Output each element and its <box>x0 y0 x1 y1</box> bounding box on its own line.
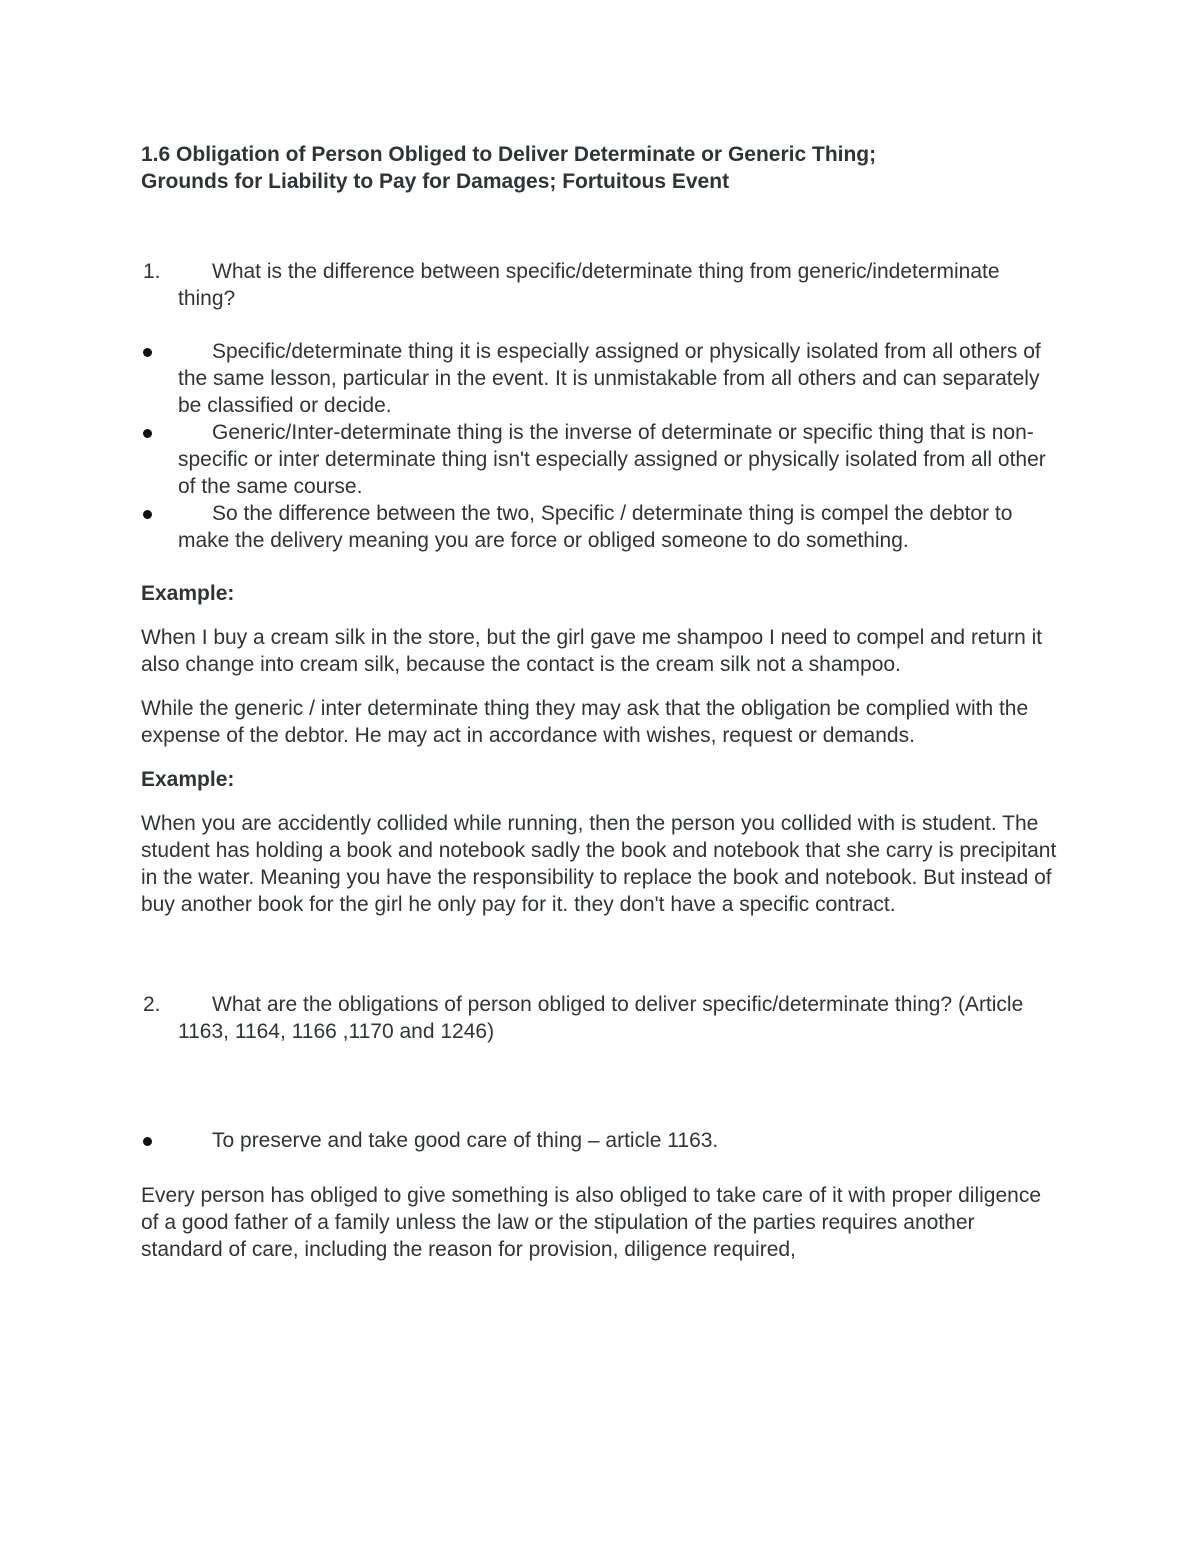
bullet-item <box>141 338 1061 419</box>
question-2-number: 2. <box>143 993 161 1016</box>
question-1-text: What is the difference between specific/determinate thing from generic/indeterminate thing? <box>178 260 1000 310</box>
bullet-dot-icon <box>143 348 152 357</box>
bullet-text: Specific/determinate thing it is especially assigned or physically isolated from all others of the same lesson, particular in the event. It is unmistakable from all others and can separately be classified or decide. <box>178 340 1041 417</box>
answer-2-bullet <box>141 1127 1061 1154</box>
bullet-text: Generic/Inter-determinate thing is the inverse of determinate or specific thing that is non-specific or inter determinate thing isn't especially assigned or physically isolated from all other of the same course. <box>178 421 1046 498</box>
example-label-2: Example: <box>141 768 235 791</box>
title-line-1: 1.6 Obligation of Person Obliged to Deliver Determinate or Generic Thing; <box>141 143 877 166</box>
bullet-text: So the difference between the two, Specific / determinate thing is compel the debtor to make the delivery meaning you are force or obliged someone to do something. <box>178 502 1013 552</box>
bullet-dot-icon <box>143 429 152 438</box>
example-2-paragraph: When you are accidently collided while running, then the person you collided with is student. The student has holding a book and notebook sadly the book and notebook that she carry is precipitant in the water. Meaning you have the responsibility to replace the book and notebook. But instead of buy another book for the girl he only pay for it. they don't have a specific contract. <box>141 812 1057 916</box>
bullet-item <box>141 419 1061 500</box>
bullet-item <box>141 500 1061 554</box>
document-page <box>141 141 1061 1263</box>
bullet-text: To preserve and take good care of thing – article 1163. <box>212 1129 719 1152</box>
question-2 <box>141 991 1061 1045</box>
generic-thing-paragraph: While the generic / inter determinate thing they may ask that the obligation be complied with the expense of the debtor. He may act in accordance with wishes, request or demands. <box>141 697 1029 747</box>
question-1-number: 1. <box>143 260 161 283</box>
example-1-paragraph: When I buy a cream silk in the store, but the girl gave me shampoo I need to compel and return it also change into cream silk, because the contact is the cream silk not a shampoo. <box>141 626 1043 676</box>
answer-1-bullet-list <box>141 338 1061 554</box>
document-title <box>141 141 1061 195</box>
question-2-text: What are the obligations of person obliged to deliver specific/determinate thing? (Article 1163, 1164, 1166 ,1170 and 1246) <box>178 993 1024 1043</box>
title-line-2: Grounds for Liability to Pay for Damages; Fortuitous Event <box>141 170 730 193</box>
bullet-dot-icon <box>143 510 152 519</box>
example-label-1: Example: <box>141 582 235 605</box>
bullet-dot-icon <box>143 1137 152 1146</box>
question-1 <box>141 258 1061 312</box>
closing-paragraph: Every person has obliged to give something is also obliged to take care of it with proper diligence of a good father of a family unless the law or the stipulation of the parties requires another standard of care, including the reason for provision, diligence required, <box>141 1184 1042 1261</box>
